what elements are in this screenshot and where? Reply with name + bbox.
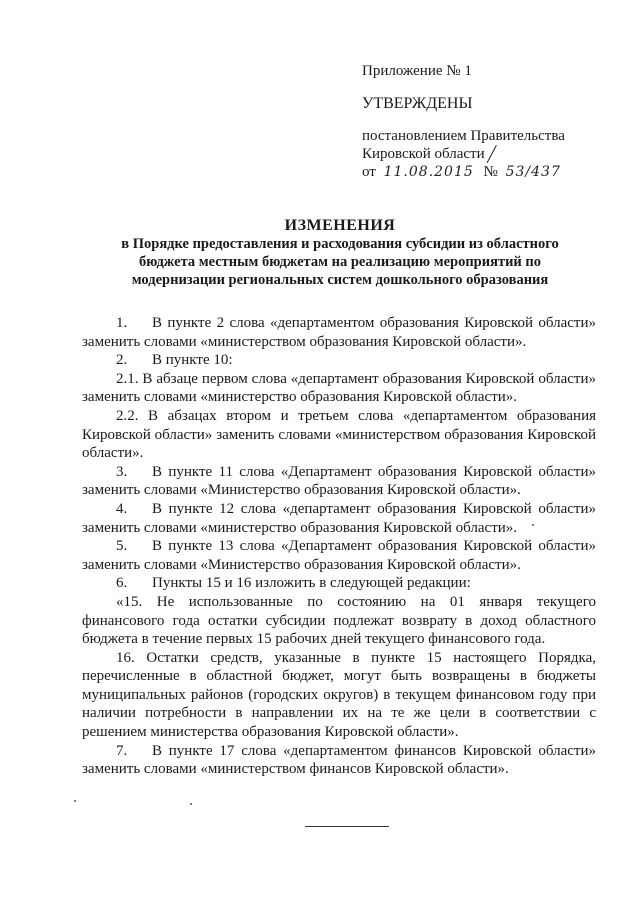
date-prefix: от bbox=[362, 164, 376, 180]
closing-separator-line bbox=[305, 826, 389, 827]
list-item bbox=[82, 351, 596, 370]
list-item bbox=[82, 463, 596, 500]
appendix-label: Приложение № 1 bbox=[362, 63, 472, 79]
item-number: 1. bbox=[116, 315, 128, 331]
list-item bbox=[82, 742, 596, 779]
approved-label: УТВЕРЖДЕНЫ bbox=[362, 95, 473, 112]
item-text: 2.2. В абзацах втором и третьем слова «департаментом образования Кировской области» заменить словами «министерством образования Кировской области». bbox=[82, 407, 596, 462]
list-item bbox=[82, 370, 596, 407]
scan-dot bbox=[74, 800, 76, 802]
item-number: 2. bbox=[116, 352, 128, 369]
item-text: 2.1. В абзаце первом слова «департамент образования Кировской области» заменить словами «министерство образования Кировской области». bbox=[82, 370, 596, 406]
handwritten-date: 11.08.2015 bbox=[383, 164, 474, 180]
decree-line-1: постановлением Правительства bbox=[362, 128, 565, 144]
decree-date-line bbox=[362, 163, 561, 182]
list-item bbox=[82, 500, 596, 537]
list-item bbox=[82, 314, 596, 351]
document-title: ИЗМЕНЕНИЯ bbox=[284, 217, 396, 234]
item-text: Пункты 15 и 16 изложить в следующей редакции: bbox=[152, 575, 471, 592]
item-text: В пункте 11 слова «Департамент образования Кировской области» заменить словами «Министерство образования Кировской области». bbox=[82, 463, 596, 499]
item-text: «15. Не использованные по состоянию на 01 января текущего финансового года остатки субсидии подлежат возврату в доход областного бюджета в течение первых 15 рабочих дней текущего финансового года. bbox=[82, 593, 596, 648]
list-item bbox=[82, 537, 596, 574]
item-number: 4. bbox=[116, 500, 128, 517]
document-body bbox=[82, 314, 596, 779]
subtitle-line-1: в Порядке предоставления и расходования субсидии из областного bbox=[121, 236, 559, 252]
subtitle-line-2: бюджета местным бюджетам на реализацию мероприятий по bbox=[138, 254, 542, 270]
number-prefix: № bbox=[483, 164, 498, 180]
item-text: В пункте 10: bbox=[152, 352, 233, 369]
item-text: В пункте 2 слова «департаментом образования Кировской области» заменить словами «министерством образования Кировской области». bbox=[82, 315, 596, 350]
list-item bbox=[82, 649, 596, 742]
scan-dot bbox=[532, 524, 534, 526]
list-item bbox=[82, 407, 596, 463]
handwritten-number: 53/437 bbox=[505, 164, 561, 180]
scan-dot bbox=[190, 803, 192, 805]
item-text: 16. Остатки средств, указанные в пункте 15 настоящего Порядка, перечисленные в областной бюджет, могут быть возвращены в бюджеты муниципальных районов (городских округов) в текущем финансовом году при наличии потребности в направлении их на те же цели в соответствии с решением министерства образования Кировской области». bbox=[82, 649, 596, 741]
item-text: В пункте 12 слова «департамент образования Кировской области» заменить словами «министерство образования Кировской области». bbox=[82, 500, 596, 536]
item-number: 7. bbox=[116, 742, 128, 759]
document-subtitle bbox=[60, 235, 620, 289]
subtitle-line-3: модернизации региональных систем дошкольного образования bbox=[131, 272, 549, 288]
list-item bbox=[82, 593, 596, 649]
decree-line-2: Кировской области bbox=[362, 146, 485, 162]
handwritten-slash-mark bbox=[487, 145, 497, 163]
item-number: 5. bbox=[116, 538, 128, 555]
list-item bbox=[82, 574, 596, 593]
item-number: 6. bbox=[116, 575, 128, 592]
item-text: В пункте 13 слова «Департамент образования Кировской области» заменить словами «Министерство образования Кировской области». bbox=[82, 538, 596, 573]
item-number: 3. bbox=[116, 463, 128, 480]
item-text: В пункте 17 слова «департаментом финансов Кировской области» заменить словами «министерством финансов Кировской области». bbox=[82, 742, 596, 778]
